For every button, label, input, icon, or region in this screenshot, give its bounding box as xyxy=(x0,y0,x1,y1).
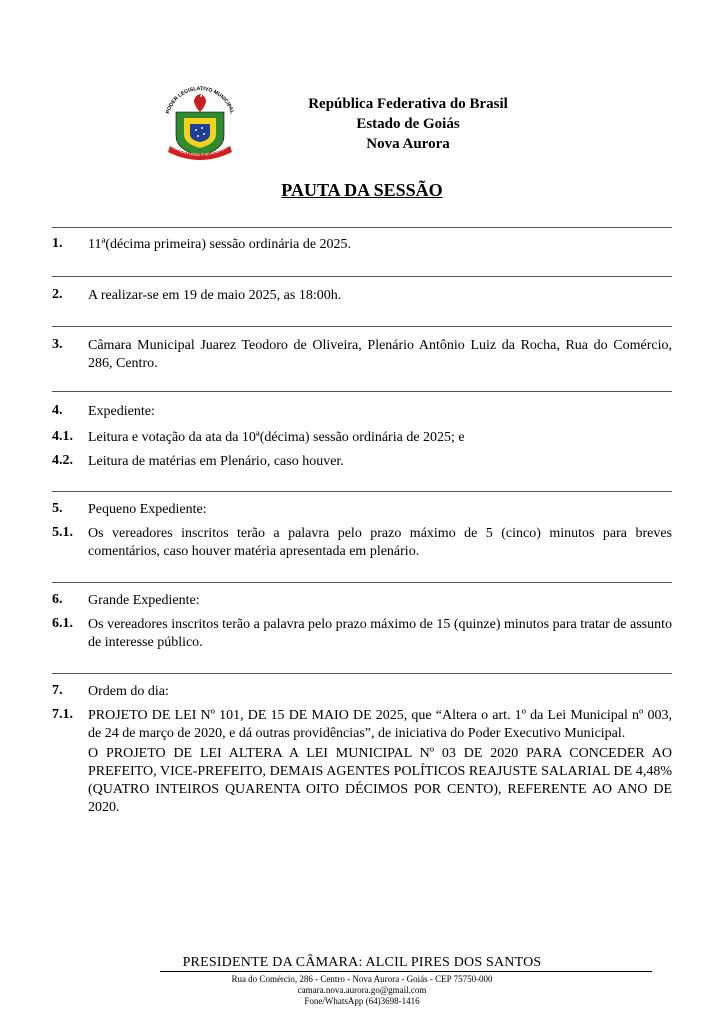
item-text: Expediente: xyxy=(88,404,155,419)
item-text: 11ª(décima primeira) sessão ordinária de 2025. xyxy=(88,237,352,252)
divider xyxy=(52,491,672,492)
item-number: 5. xyxy=(52,501,63,516)
item-number: 4.2. xyxy=(52,453,73,468)
item-number: 4.1. xyxy=(52,429,73,444)
logo-top-text: PODER LEGISLATIVO MUNICIPAL xyxy=(165,85,235,115)
item-text: Pequeno Expediente: xyxy=(88,502,207,517)
item-text: Os vereadores inscritos terão a palavra pelo prazo máximo de 5 (cinco) minutos para breves comentários, caso houver matéria apresentada em plenário. xyxy=(88,526,672,559)
item-text: Leitura de matérias em Plenário, caso houver. xyxy=(88,454,344,469)
header-city: Nova Aurora xyxy=(366,136,450,152)
item-text-continuation: O PROJETO DE LEI ALTERA A LEI MUNICIPAL Nº 03 DE 2020 PARA CONCEDER AO PREFEITO, VICE-PREFEITO, DEMAIS AGENTES POLÍTICOS REAJUSTE SALARIAL DE 4,48% (QUATRO INTEIROS QUARENTA OITO DÉCIMOS POR CENTO), REFERENTE AO ANO DE 2020. xyxy=(88,746,672,815)
item-number: 7.1. xyxy=(52,707,73,722)
item-number: 2. xyxy=(52,287,63,302)
divider xyxy=(52,276,672,277)
divider xyxy=(52,391,672,392)
item-number: 1. xyxy=(52,236,63,251)
page-title: PAUTA DA SESSÃO xyxy=(281,180,443,200)
item-number: 5.1. xyxy=(52,525,73,540)
item-number: 6.1. xyxy=(52,616,73,631)
item-text: Leitura e votação da ata da 10ª(décima) sessão ordinária de 2025; e xyxy=(88,430,465,445)
chamber-logo xyxy=(160,78,240,168)
footer-president: PRESIDENTE DA CÂMARA: ALCIL PIRES DOS SANTOS xyxy=(182,955,542,970)
footer-divider xyxy=(160,971,652,972)
item-text: A realizar-se em 19 de maio 2025, as 18:00h. xyxy=(88,288,342,303)
item-text: Os vereadores inscritos terão a palavra pelo prazo máximo de 15 (quinze) minutos para tratar de assunto de interesse público. xyxy=(88,617,672,650)
item-text: PROJETO DE LEI Nº 101, DE 15 DE MAIO DE 2025, que “Altera o art. 1º da Lei Municipal nº 003, de 24 de março de 2020, e dá outras providências”, de iniciativa do Poder Executivo Municipal. xyxy=(88,708,672,741)
footer-address: Rua do Comércio, 286 - Centro - Nova Aurora - Goiás - CEP 75750-000 xyxy=(231,974,493,984)
footer-phone: Fone/WhatsApp (64)3698-1416 xyxy=(304,996,420,1006)
item-text: Câmara Municipal Juarez Teodoro de Oliveira, Plenário Antônio Luiz da Rocha, Rua do Comércio, 286, Centro. xyxy=(88,338,672,371)
divider xyxy=(52,673,672,674)
divider xyxy=(52,227,672,228)
divider xyxy=(52,582,672,583)
item-text: Grande Expediente: xyxy=(88,593,200,608)
header-state: Estado de Goiás xyxy=(356,116,460,132)
item-text: Ordem do dia: xyxy=(88,684,169,699)
item-number: 7. xyxy=(52,683,63,698)
item-number: 4. xyxy=(52,403,63,418)
header-country: República Federativa do Brasil xyxy=(308,96,508,112)
item-number: 3. xyxy=(52,337,63,352)
footer-email: camara.nova.aurora.go@gmail.com xyxy=(297,985,427,995)
logo-bottom-text: CORAÇÃO UNIDO É NOVA AUROR xyxy=(170,144,228,158)
item-number: 6. xyxy=(52,592,63,607)
divider xyxy=(52,326,672,327)
